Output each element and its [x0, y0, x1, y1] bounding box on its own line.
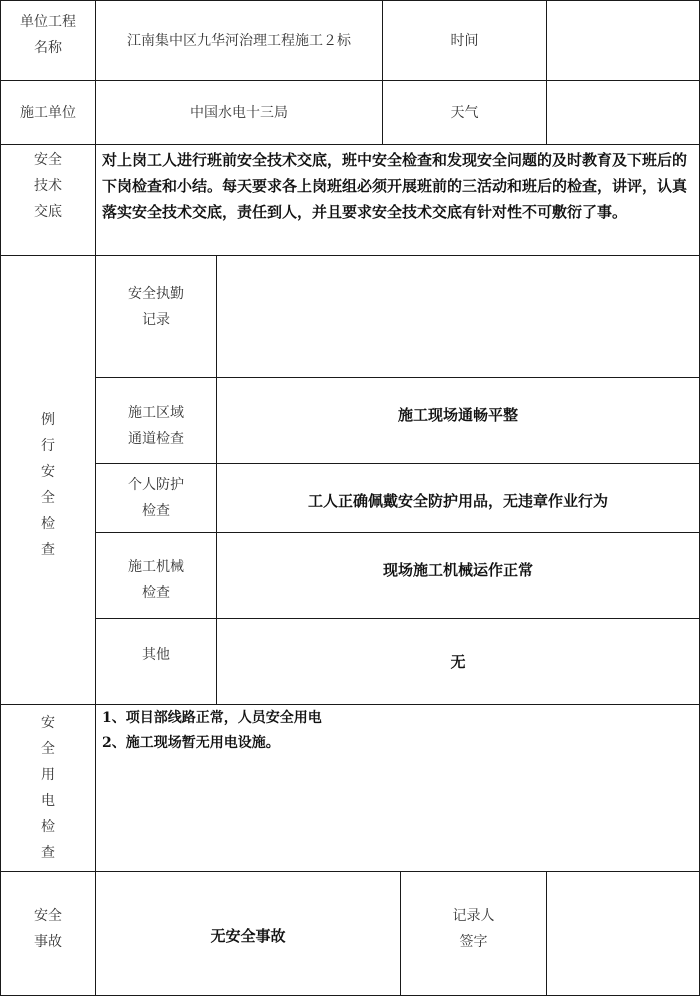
routine-label-char: 全	[41, 490, 55, 506]
recorder-signature-value[interactable]	[547, 872, 699, 995]
routine-label-char: 行	[41, 438, 55, 454]
project-name-label-line1: 单位工程	[20, 13, 76, 30]
machinery-check-value: 现场施工机械运作正常	[382, 560, 533, 579]
safety-briefing-label-line3: 交底	[34, 204, 62, 220]
access-check-label-line1: 施工区域	[128, 404, 184, 421]
electric-line-1: 1、项目部线路正常，人员安全用电	[102, 710, 322, 726]
machinery-check-label-line2: 检查	[142, 584, 170, 601]
construction-unit-label: 施工单位	[20, 104, 76, 121]
electric-label-char: 全	[41, 741, 55, 757]
other-value: 无	[450, 652, 466, 671]
machinery-check-label	[96, 533, 216, 618]
duty-record-value[interactable]	[217, 256, 699, 377]
construction-unit-value: 中国水电十三局	[190, 104, 288, 121]
ppe-check-label-line1: 个人防护	[128, 477, 184, 493]
safety-accident-label-line1: 安全	[34, 907, 62, 924]
safety-accident-label-line2: 事故	[34, 933, 62, 950]
weather-value[interactable]	[547, 81, 699, 144]
access-check-label	[96, 378, 216, 463]
recorder-signature-label	[401, 872, 546, 995]
ppe-check-label	[96, 464, 216, 532]
electric-label-char: 检	[41, 819, 55, 835]
electric-label-char: 电	[41, 793, 55, 809]
electric-label-char: 查	[41, 845, 55, 861]
routine-inspection-label	[1, 256, 95, 704]
electric-line-2: 2、施工现场暂无用电设施。	[102, 735, 280, 751]
safety-accident-label	[1, 872, 95, 995]
project-name-label-line2: 名称	[34, 39, 62, 56]
time-label: 时间	[450, 32, 479, 49]
electrical-inspection-label	[1, 705, 95, 871]
duty-record-label	[96, 256, 216, 377]
safety-briefing-text: 对上岗工人进行班前安全技术交底，班中安全检查和发现安全问题的及时教育及下班后的下岗检查和小结。每天要求各上岗班组必须开展班前的三活动和班后的检查，讲评，认真落实安全技术交底，责任到人，并且要求安全技术交底有针对性不可敷衍了事。	[102, 151, 688, 221]
routine-label-char: 安	[41, 464, 55, 480]
ppe-check-label-line2: 检查	[142, 503, 170, 519]
project-name-label	[1, 1, 95, 80]
routine-label-char: 检	[41, 516, 55, 532]
routine-label-char: 查	[41, 542, 55, 558]
weather-label: 天气	[450, 104, 479, 121]
electric-label-char: 安	[41, 715, 55, 731]
recorder-signature-label-line1: 记录人	[452, 907, 495, 924]
safety-accident-value: 无安全事故	[210, 926, 286, 945]
routine-label-char: 例	[41, 412, 55, 428]
duty-record-label-line2: 记录	[142, 311, 170, 328]
safety-briefing-label-line2: 技术	[34, 178, 62, 194]
electric-label-char: 用	[41, 767, 55, 783]
machinery-check-label-line1: 施工机械	[128, 558, 184, 575]
duty-record-label-line1: 安全执勤	[128, 285, 184, 302]
other-label: 其他	[142, 646, 170, 663]
access-check-label-line2: 通道检查	[128, 430, 184, 447]
safety-briefing-label	[1, 145, 95, 255]
electrical-inspection-text	[102, 705, 696, 871]
recorder-signature-label-line2: 签字	[459, 933, 488, 950]
safety-briefing-label-line1: 安全	[34, 152, 62, 168]
time-value[interactable]	[547, 1, 699, 80]
project-name-value: 江南集中区九华河治理工程施工２标	[127, 32, 351, 49]
access-check-value: 施工现场通畅平整	[397, 405, 518, 424]
ppe-check-value: 工人正确佩戴安全防护用品，无违章作业行为	[307, 492, 608, 510]
